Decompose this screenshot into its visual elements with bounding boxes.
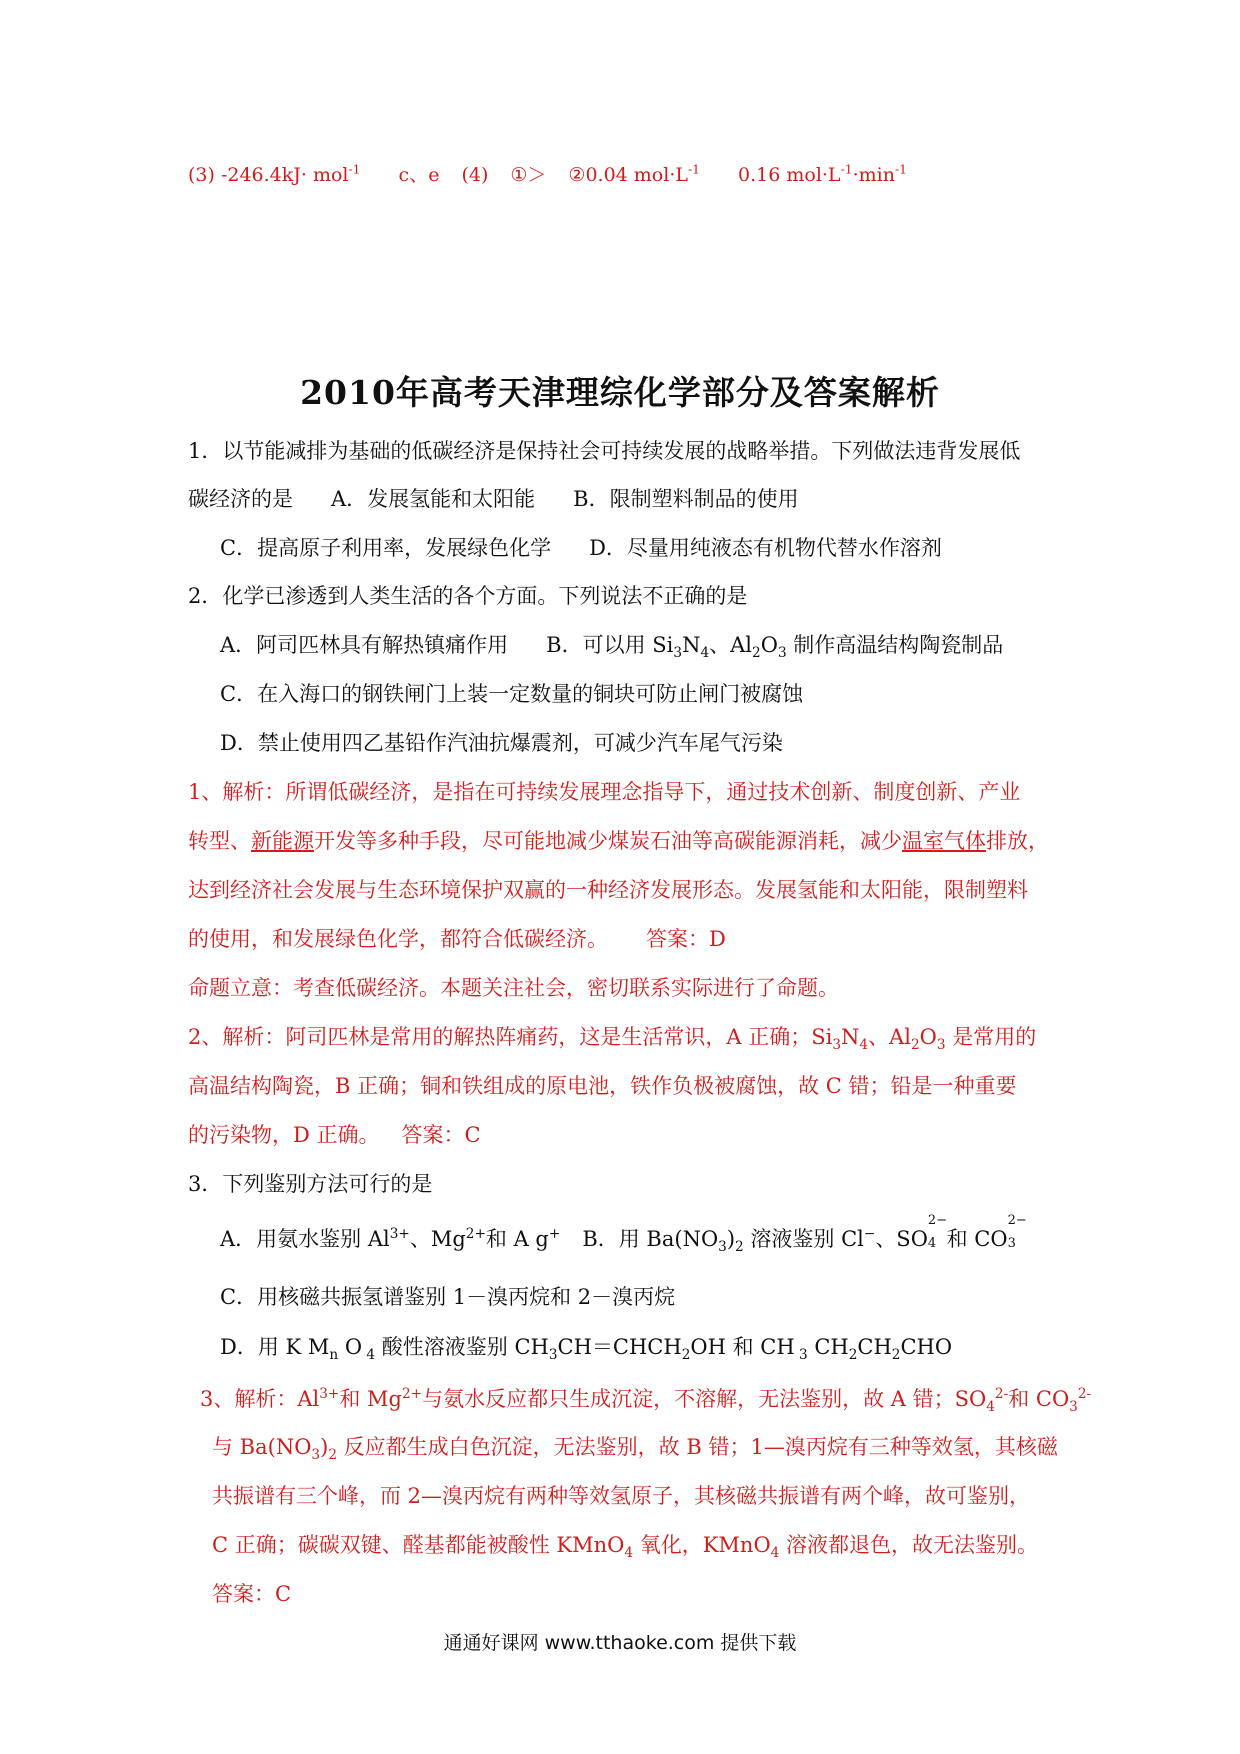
q2-option-b: B．可以用 $Si_3N_4$、$Al_2O_3$ 制作高温结构陶瓷制品 — [546, 633, 1004, 662]
analysis-1-intent: 命题立意：考查低碳经济。本题关注社会，密切联系实际进行了命题。 — [188, 976, 839, 1000]
analysis-1-answer: 答案：D — [646, 927, 726, 951]
q3-option-a: A．用氨水鉴别 $Al^{3+}$、$Mg^{2+}$和 A g+ — [220, 1226, 561, 1251]
q1-option-b: B．限制塑料制品的使用 — [573, 487, 799, 511]
answer-part-3-choice: c、e — [398, 164, 440, 186]
q1-options-cd — [220, 533, 942, 563]
q2-option-d: D．禁止使用四乙基铅作汽油抗爆震剂，可减少汽车尾气污染 — [220, 731, 783, 755]
q3-option-c: C．用核磁共振氢谱鉴别 1－溴丙烷和 2－溴丙烷 — [220, 1285, 676, 1309]
link-greenhouse-gas[interactable]: 温室气体 — [902, 829, 986, 853]
answer-part-4-label: (4) — [461, 164, 489, 186]
answer-part-4-3: 0.16 $mol\cdot L^{-1}\cdot\min^{-1}$ — [738, 162, 907, 186]
q3-option-d: D．用 K $M_n$ O $_4$ 酸性溶液鉴别 $CH_3CH=CHCH_2OH$ 和 CH $_3$ $CH_2CH_2CHO$ — [220, 1335, 953, 1364]
analysis-3-answer: 答案：C — [212, 1582, 292, 1606]
q3-option-b: B．用 $Ba(NO_3)_2$ 溶液鉴别 Cl−、SO 2− 4 和 CO 2− 3 — [582, 1213, 1027, 1256]
analysis-2-answer: 答案：C — [401, 1123, 481, 1147]
analysis-2-line3: 的污染物，D 正确。 答案：C — [188, 1123, 481, 1147]
analysis-1-line1: 1、解析：所谓低碳经济，是指在可持续发展理念指导下，通过技术创新、制度创新、产业 — [188, 780, 1021, 804]
page-title: 2010年高考天津理综化学部分及答案解析 — [300, 373, 940, 412]
q1-option-c: C．提高原子利用率，发展绿色化学 — [220, 536, 552, 560]
analysis-3-line1: 3、解析：$Al^{3+}$和 $Mg^{2+}$与氨水反应都只生成沉淀，不溶解，无法鉴别，故 A 错；$SO_4^{2-}$和 $CO_3^{2-}$ — [200, 1386, 1092, 1416]
q1-option-d: D．尽量用纯液态有机物代替水作溶剂 — [589, 536, 942, 560]
answer-part-4-1: ①＞ — [510, 164, 547, 186]
answer-part-4-2: ②0.04 $mol\cdot L^{-1}$ — [568, 162, 701, 186]
q2-options-ab — [220, 630, 1003, 660]
analysis-1-line4: 的使用，和发展绿色化学，都符合低碳经济。 答案：D — [188, 927, 726, 951]
analysis-3-line3: 共振谱有三个峰，而 2—溴丙烷有两种等效氢原子，其核磁共振谱有两个峰，故可鉴别， — [212, 1484, 1031, 1508]
analysis-1-line2: 转型、新能源开发等多种手段，尽可能地减少煤炭石油等高碳能源消耗，减少温室气体排放， — [188, 829, 1049, 853]
footer-credit: 通通好课网 www.tthaoke.com 提供下载 — [443, 1632, 797, 1654]
analysis-2-line2: 高温结构陶瓷，B 正确；铜和铁组成的原电池，铁作负极被腐蚀，故 C 错；铅是一种重要 — [188, 1074, 1017, 1098]
analysis-3-line2: 与 $Ba(NO_3)_2$ 反应都生成白色沉淀，无法鉴别，故 B 错；1—溴丙烷有三种等效氢，其核磁 — [212, 1435, 1058, 1464]
analysis-2-line1: 2、解析：阿司匹林是常用的解热阵痛药，这是生活常识，A 正确；$Si_3N_4$、$Al_2O_3$ 是常用的 — [188, 1025, 1037, 1054]
prev-answer-line — [188, 160, 907, 190]
q3-stem: 3．下列鉴别方法可行的是 — [188, 1172, 433, 1196]
q1-stem-line2: 碳经济的是 A．发展氢能和太阳能 B．限制塑料制品的使用 — [188, 487, 799, 511]
answer-part-3: (3) -246.4kJ· mol$^{-1}$ — [188, 162, 361, 186]
link-new-energy[interactable]: 新能源 — [251, 829, 314, 853]
q1-option-a: A．发展氢能和太阳能 — [331, 487, 536, 511]
q1-stem-line1: 1．以节能减排为基础的低碳经济是保持社会可持续发展的战略举措。下列做法违背发展低 — [188, 439, 1021, 463]
q2-option-a: A．阿司匹林具有解热镇痛作用 — [220, 633, 509, 657]
q2-option-c: C．在入海口的钢铁闸门上装一定数量的铜块可防止闸门被腐蚀 — [220, 682, 804, 706]
q3-options-ab — [220, 1213, 1027, 1256]
analysis-3-line4: C 正确；碳碳双键、醛基都能被酸性 KMnO$_4$ 氧化，KMnO$_4$ 溶液都退色，故无法鉴别。 — [212, 1533, 1039, 1562]
analysis-1-line3: 达到经济社会发展与生态环境保护双赢的一种经济发展形态。发展氢能和太阳能，限制塑料 — [188, 878, 1028, 902]
q2-stem: 2．化学已渗透到人类生活的各个方面。下列说法不正确的是 — [188, 584, 748, 608]
